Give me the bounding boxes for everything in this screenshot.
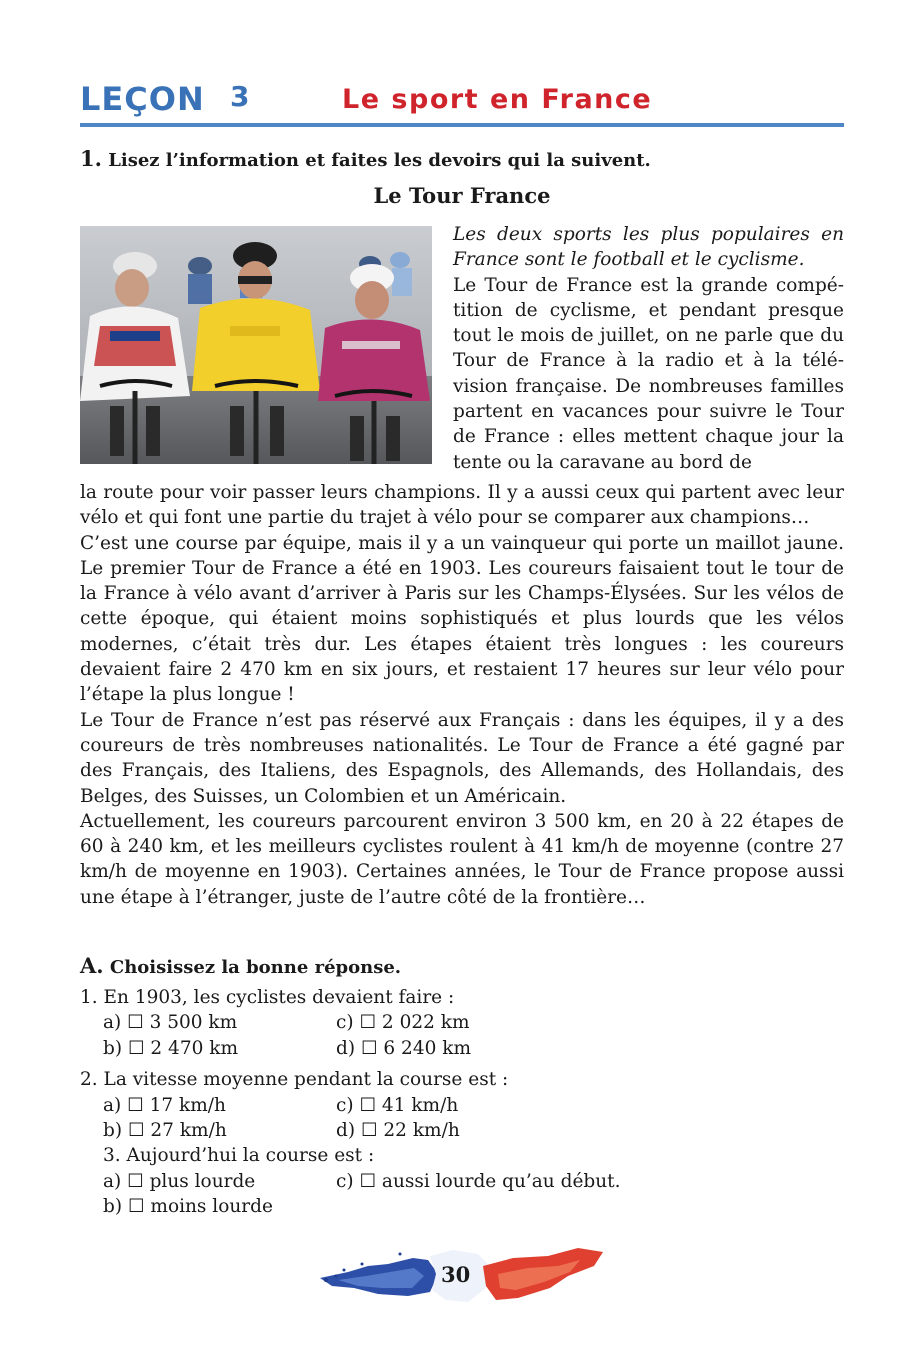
multiple-choice-questions <box>80 985 844 1220</box>
cyclists-photo <box>80 226 432 464</box>
article-paragraph-1-start: Le Tour de France est la grande compétition de cyclisme, et pendant presque tout le mois de juillet, on ne parle que du Tour de France à la radio et à la télévision française. De nombreuses familles partent en vacances pour suivre le Tour de France : elles mettent chaque jour la tente ou la caravane au bord de <box>453 274 844 473</box>
answer-option[interactable]: c) ☐ 2 022 km <box>336 1012 470 1034</box>
lesson-header <box>80 78 844 128</box>
question-stem: 2. La vitesse moyenne pendant la course est : <box>80 1069 509 1091</box>
answer-option[interactable]: b) ☐ 27 km/h <box>103 1120 227 1142</box>
article-paragraph-2: C’est une course par équipe, mais il y a un vainqueur qui porte un maillot jaune. Le premier Tour de France a été en 1903. Les coureurs faisaient tout le tour de la France à vélo avant d’arriver à Paris sur les Champs-Élysées. Sur les vélos de cette époque, qui étaient moins sophistiqués et plus lourds que les vélos modernes, c’était très dur. Les étapes étaient très longues : les coureurs devaient faire 2 470 km en six jours, et restaient 17 heures sur leur vélo pour l’étape la plus longue ! <box>80 532 844 706</box>
answer-option[interactable]: a) ☐ plus lourde <box>103 1170 256 1192</box>
question-stem: 3. Aujourd’hui la course est : <box>103 1145 375 1167</box>
article-title: Le Tour France <box>373 183 551 208</box>
exercise-a-instruction: Choisissez la bonne réponse. <box>109 957 402 978</box>
exercise-number: 1. <box>80 146 102 171</box>
exercise-a-heading <box>80 953 401 978</box>
question <box>80 1067 844 1143</box>
question <box>80 1143 844 1219</box>
answer-option[interactable]: b) ☐ moins lourde <box>103 1196 273 1218</box>
page-number: 30 <box>441 1262 471 1287</box>
answer-option[interactable]: d) ☐ 22 km/h <box>336 1120 460 1142</box>
answer-option[interactable]: c) ☐ aussi lourde qu’au début. <box>336 1170 621 1192</box>
exercise-text: Lisez l’information et faites les devoirs qui la suivent. <box>108 150 651 171</box>
answer-option[interactable]: d) ☐ 6 240 km <box>336 1037 472 1059</box>
question <box>80 985 844 1061</box>
article-lead <box>453 222 844 475</box>
article-body <box>80 480 844 910</box>
question-stem: 1. En 1903, les cyclistes devaient faire : <box>80 987 455 1008</box>
lesson-title: Le sport en France <box>342 84 653 115</box>
answer-option[interactable]: c) ☐ 41 km/h <box>336 1094 459 1116</box>
article-paragraph-4: Actuellement, les coureurs parcourent environ 3 500 km, en 20 à 22 étapes de 60 à 240 km, et les meilleurs cyclistes roulent à 41 km/h de moyenne (contre 27 km/h de moyenne en 1903). Certaines années, le Tour de France propose aussi une étape à l’étranger, juste de l’autre côté de la frontière… <box>80 810 844 908</box>
header-divider <box>80 123 844 127</box>
article-paragraph-3: Le Tour de France n’est pas réservé aux Français : dans les équipes, il y a des coureurs de très nombreuses nationalités. Le Tour de France a été gagné par des Français, des Italiens, des Espagnols, des Allemands, des Hollandais, des Belges, des Suisses, un Colombien et un Américain. <box>80 709 844 807</box>
lesson-number: 3 <box>230 80 250 113</box>
exercise-instruction <box>80 146 651 171</box>
answer-option[interactable]: a) ☐ 17 km/h <box>103 1094 226 1116</box>
article-intro: Les deux sports les plus populaires en France sont le football et le cyclisme. <box>453 224 844 271</box>
exercise-a-letter: A. <box>80 953 104 978</box>
answer-option[interactable]: a) ☐ 3 500 km <box>103 1012 238 1034</box>
answer-option[interactable]: b) ☐ 2 470 km <box>103 1037 239 1059</box>
article-paragraph-1-end: la route pour voir passer leurs champions. Il y a aussi ceux qui partent avec leur vélo et qui font une partie du trajet à vélo pour se comparer aux champions… <box>80 482 844 529</box>
lesson-label: LEÇON <box>80 80 205 118</box>
